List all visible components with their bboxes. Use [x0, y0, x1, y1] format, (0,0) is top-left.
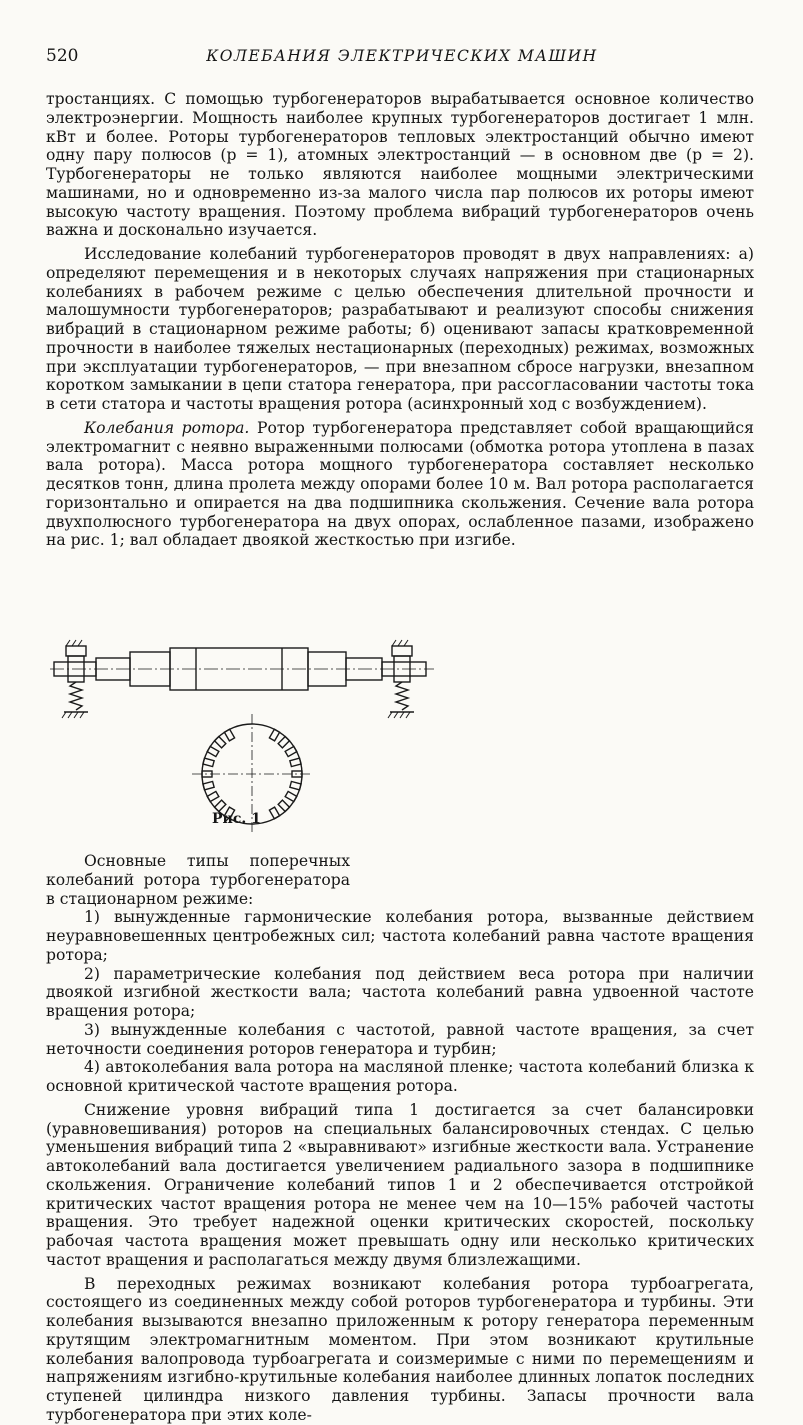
body-text [46, 90, 754, 1425]
rotor-figure-drawing [46, 552, 436, 852]
running-title: КОЛЕБАНИЯ ЭЛЕКТРИЧЕСКИХ МАШИН [206, 47, 598, 65]
list-item: 1) вынужденные гармонические колебания ротора, вызванные действием неуравновешенных центробежных сил; частота колебаний равна частоте вращения ротора; [46, 908, 754, 964]
paragraph-6: В переходных режимах возникают колебания ротора турбоагрегата, состоящего из соединенных между собой роторов турбогенератора и турбины. Эти колебания вызываются внезапно приложенным к ротору генератора переменным крутящим электромагнитным моментом. При этом возникают крутильные колебания валопровода турбоагрегата и соизмеримые с ними по перемещениям и напряжениям изгибно-крутильные колебания наиболее длинных лопаток последних ступеней цилиндра низкого давления турбины. Запасы прочности вала турбогенератора при этих коле- [46, 1274, 754, 1424]
paragraph-1: тростанциях. С помощью турбогенераторов вырабатывается основное количество электроэнергии. Мощность наиболее крупных турбогенераторов достигает 1 млн. кВт и более. Роторы турбогенераторов тепловых электростанций обычно имеют одну пару полюсов (p = 1), атомных электростанций — в основном две (p = 2). Турбогенераторы не только являются наиболее мощными электрическими машинами, но и одновременно из-за малого числа пар полюсов их роторы имеют высокую частоту вращения. Поэтому проблема вибраций турбогенераторов очень важна и досконально изучается. [46, 90, 754, 240]
figure-caption: Рис. 1 [212, 811, 261, 827]
list-item: 3) вынужденные колебания с частотой, равной частоте вращения, за счет неточности соединения роторов генератора и турбин; [46, 1020, 754, 1058]
page-header [46, 46, 758, 72]
paragraph-3-text: Ротор турбогенератора представляет собой вращающийся электромагнит с неявно выраженными полюсами (обмотка ротора утоплена в пазах вала ротора). Масса ротора мощного турбогенератора составляет несколько десятков тонн, длина пролета между опорами более 10 м. Вал ротора располагается горизонтально и опирается на два подшипника скольжения. Сечение вала ротора двухполюсного турбогенератора на двух опорах, ослабленное пазами, изображено на рис. 1; вал обладает двоякой жесткостью при изгибе. [46, 418, 754, 550]
paragraph-2: Исследование колебаний турбогенераторов проводят в двух направлениях: а) определяют перемещения и в некоторых случаях напряжения при стационарных колебаниях в рабочем режиме с целью обеспечения длительной прочности и малошумности турбогенераторов; разрабатывают и реализуют способы снижения вибраций в стационарном режиме работы; б) оценивают запасы кратковременной прочности в наиболее тяжелых нестационарных (переходных) режимах, возможных при эксплуатации турбогенераторов, — при внезапном сбросе нагрузки, внезапном коротком замыкании в цепи статора генератора, при рассогласовании частоты тока в сети статора и частоты вращения ротора (асинхронный ход с возбуждением). [46, 245, 754, 413]
section-runin-heading: Колебания ротора. [84, 418, 250, 437]
figure-1 [46, 552, 436, 852]
list-item: 2) параметрические колебания под действием веса ротора при наличии двоякой изгибной жесткости вала; частота колебаний равна удвоенной частоте вращения ротора; [46, 964, 754, 1020]
list-item: 4) автоколебания вала ротора на масляной пленке; частота колебаний близка к основной критической частоте вращения ротора. [46, 1058, 754, 1095]
paragraph-5: Снижение уровня вибраций типа 1 достигается за счет балансировки (уравновешивания) роторов на специальных балансировочных стендах. С целью уменьшения вибраций типа 2 «выравнивают» изгибные жесткости вала. Устранение автоколебаний вала достигается увеличением радиального зазора в подшипнике скольжения. Ограничение колебаний типов 1 и 2 обеспечивается отстройкой критических частот вращения ротора не менее чем на 10—15% рабочей частоты вращения. Это требует надежной оценки критических скоростей, поскольку рабочая частота вращения может превышать одну или несколько критических частот вращения и располагаться между двумя близлежащими. [46, 1100, 754, 1269]
paragraph-4: Основные типы поперечных колебаний ротора турбогенератора в стационарном режиме: [46, 852, 350, 908]
page-number: 520 [46, 46, 79, 66]
paragraph-3 [46, 419, 754, 550]
